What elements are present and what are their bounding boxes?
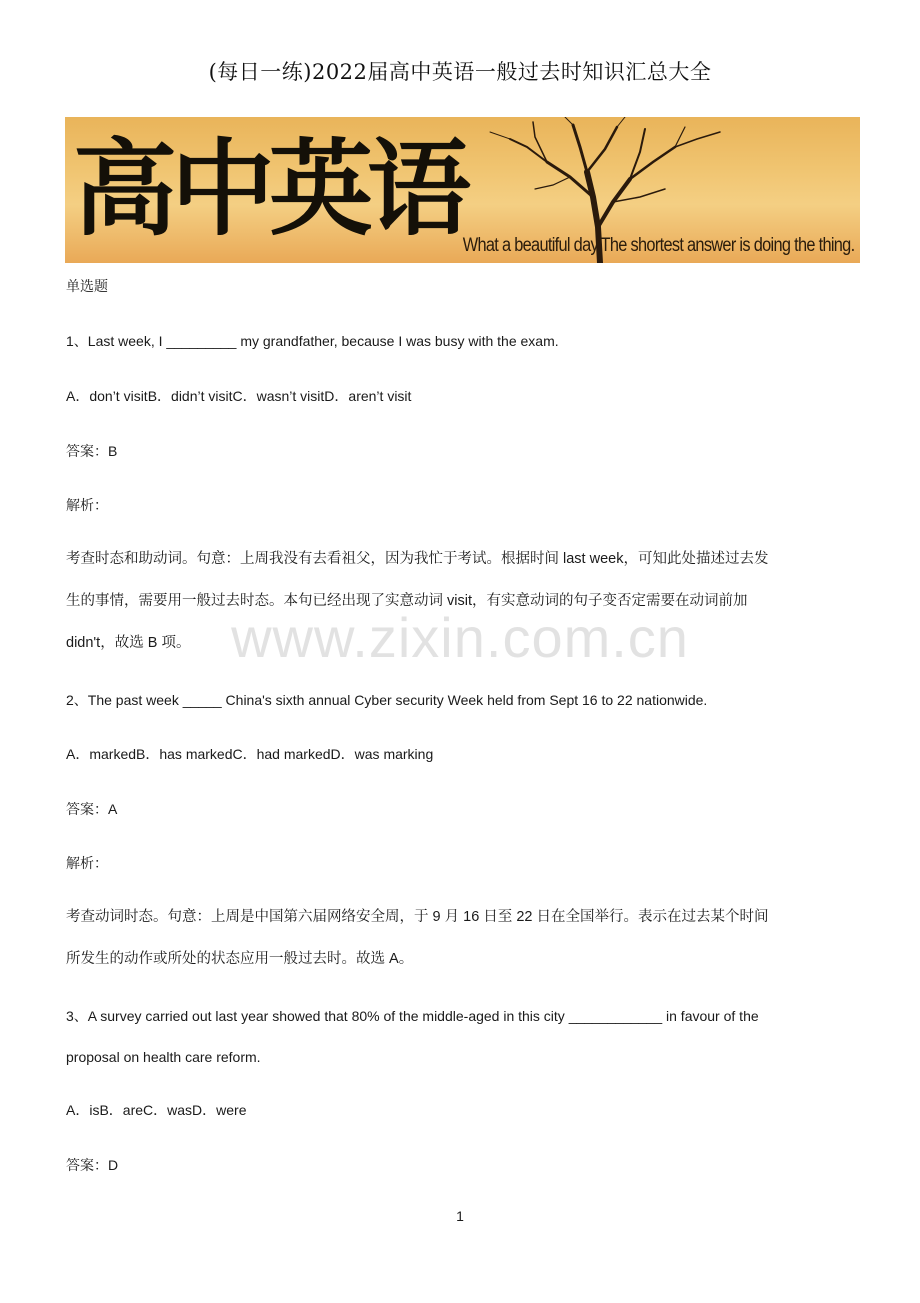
question-2-answer: 答案：A	[66, 801, 118, 817]
section-label: 单选题	[66, 278, 108, 294]
banner-image	[65, 117, 860, 263]
analysis-line: 所发生的动作或所处的状态应用一般过去时。故选 A。	[66, 951, 414, 967]
page-number: 1	[456, 1208, 464, 1224]
question-2-analysis-label: 解析：	[66, 855, 108, 871]
question-1-text: 1、Last week, I _________ my grandfather, because I was busy with the exam.	[66, 333, 559, 349]
question-2-analysis	[66, 896, 856, 980]
banner-title: 高中英语	[73, 127, 466, 250]
page-title: (每日一练)2022届高中英语一般过去时知识汇总大全	[208, 60, 712, 84]
question-2-options: A．markedB．has markedC．had markedD．was marking	[66, 746, 434, 762]
banner-slogan: What a beautiful day.The shortest answer is doing the thing.	[462, 235, 854, 256]
analysis-line: 考查时态和助动词。句意：上周我没有去看祖父，因为我忙于考试。根据时间 last week，可知此处描述过去发	[66, 551, 769, 567]
question-1-answer: 答案：B	[66, 443, 118, 459]
question-3-text-line-2: proposal on health care reform.	[66, 1049, 261, 1065]
analysis-line: 生的事情，需要用一般过去时态。本句已经出现了实意动词 visit，有实意动词的句子变否定需要在动词前加	[66, 593, 748, 609]
analysis-line: 考查动词时态。句意：上周是中国第六届网络安全周，于 9 月 16 日至 22 日在全国举行。表示在过去某个时间	[66, 909, 769, 925]
question-2-text: 2、The past week _____ China's sixth annual Cyber security Week held from Sept 16 to 22 nationwide.	[66, 692, 708, 708]
question-3-options: A．isB．areC．wasD．were	[66, 1102, 247, 1118]
question-1-analysis-label: 解析：	[66, 497, 108, 513]
watermark: www.zixin.com.cn	[231, 606, 689, 669]
question-3-answer: 答案：D	[66, 1157, 119, 1173]
question-3-text-line-1: 3、A survey carried out last year showed that 80% of the middle-aged in this city ____________ in favour of the	[66, 1008, 759, 1024]
question-1-options: A．don’t visitB．didn’t visitC．wasn’t visitD．aren’t visit	[66, 388, 412, 404]
analysis-line: didn't，故选 B 项。	[66, 635, 191, 651]
